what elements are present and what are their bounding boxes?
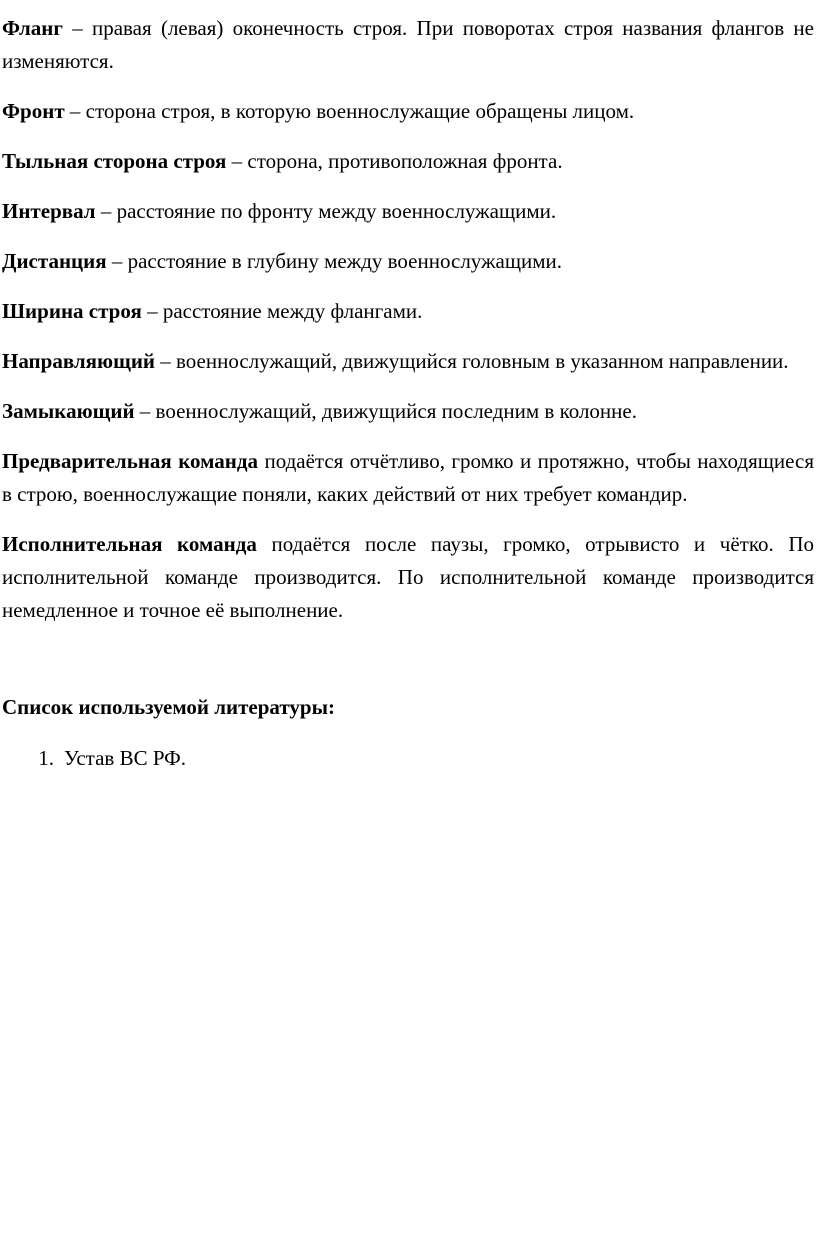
term: Направляющий — [2, 349, 156, 373]
definition-text: – сторона строя, в которую военнослужащие обращены лицом. — [64, 99, 635, 123]
definition-text: – военнослужащий, движущийся последним в колонне. — [134, 399, 637, 423]
definition-rear-side — [2, 145, 814, 178]
term: Фланг — [2, 16, 63, 40]
reference-number: 1. — [38, 746, 54, 770]
definition-closing — [2, 395, 814, 428]
definition-distance — [2, 245, 814, 278]
definition-text: подаётся после паузы, громко, отрывисто и чётко. По исполнительной команде производится. По исполнительной команде производится немедленное и точное её выполнение. — [2, 532, 814, 622]
definition-text: – сторона, противоположная фронта. — [226, 149, 563, 173]
references-list — [2, 742, 814, 775]
term: Замыкающий — [2, 399, 135, 423]
term: Исполнительная команда — [2, 532, 257, 556]
definition-interval — [2, 195, 814, 228]
term: Предварительная команда — [2, 449, 259, 473]
definition-formation-width — [2, 295, 814, 328]
definition-text: – правая (левая) оконечность строя. При поворотах строя названия флангов не изменяются. — [2, 16, 814, 73]
term: Ширина строя — [2, 299, 142, 323]
term: Тыльная сторона строя — [2, 149, 227, 173]
definition-preliminary-command — [2, 445, 814, 511]
definition-text: – расстояние в глубину между военнослужащими. — [106, 249, 563, 273]
reference-text: Устав ВС РФ. — [64, 746, 187, 770]
term: Фронт — [2, 99, 65, 123]
definition-text: – расстояние между флангами. — [141, 299, 423, 323]
term: Интервал — [2, 199, 96, 223]
references-heading: Список используемой литературы: — [2, 695, 335, 719]
reference-item — [2, 742, 814, 775]
definition-text: – военнослужащий, движущийся головным в указанном направлении. — [155, 349, 789, 373]
term: Дистанция — [2, 249, 107, 273]
definition-text: – расстояние по фронту между военнослужащими. — [95, 199, 557, 223]
definition-text: подаётся отчётливо, громко и протяжно, чтобы находящиеся в строю, военнослужащие поняли, каких действий от них требует командир. — [2, 449, 814, 506]
definition-flank — [2, 12, 814, 78]
definition-executive-command — [2, 528, 814, 627]
definition-front — [2, 95, 814, 128]
definition-guide — [2, 345, 814, 378]
